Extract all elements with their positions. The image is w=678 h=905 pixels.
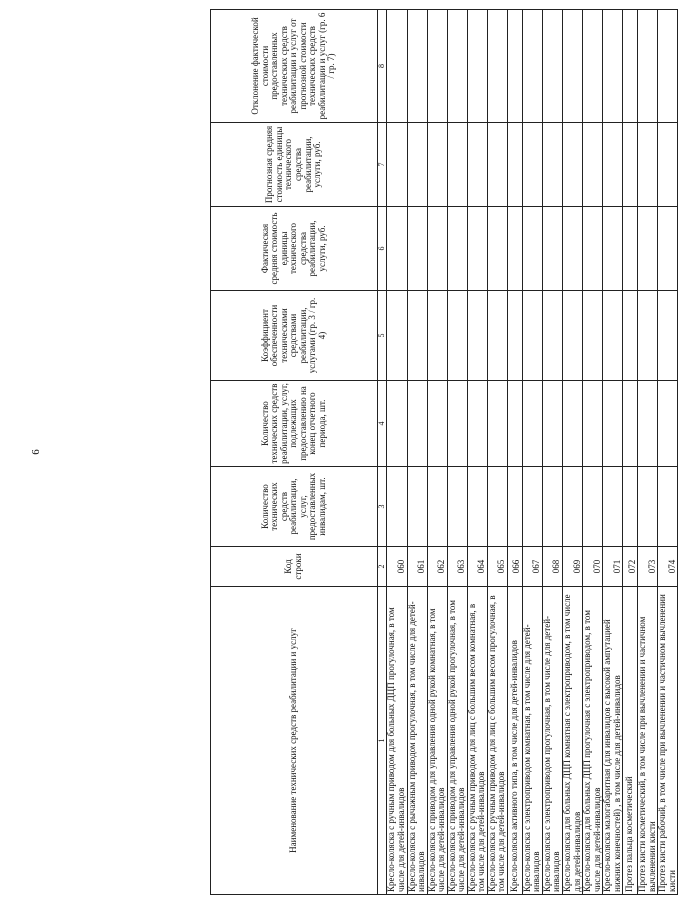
column-header: Количество технических средств реабилитации, услуг, предоставленных инвалидам, шт. — [211, 467, 378, 547]
table-row — [467, 10, 487, 895]
value-cell — [658, 381, 678, 467]
value-cell — [467, 10, 487, 123]
column-number: 1 — [378, 587, 387, 895]
row-code: 064 — [467, 547, 487, 587]
row-code: 067 — [522, 547, 542, 587]
row-name: Кресло-коляска с ручным приводом для лиц с большим весом комнатная, в том числе для детей-инвалидов — [467, 587, 487, 895]
value-cell — [427, 123, 447, 207]
value-cell — [427, 467, 447, 547]
value-cell — [467, 123, 487, 207]
value-cell — [447, 291, 467, 381]
table-row — [447, 10, 467, 895]
value-cell — [603, 207, 623, 291]
value-cell — [407, 291, 427, 381]
row-code: 061 — [407, 547, 427, 587]
row-code: 068 — [542, 547, 562, 587]
value-cell — [407, 123, 427, 207]
value-cell — [407, 467, 427, 547]
value-cell — [507, 10, 522, 123]
value-cell — [658, 123, 678, 207]
value-cell — [562, 207, 582, 291]
table-row — [638, 10, 658, 895]
table-row — [562, 10, 582, 895]
value-cell — [638, 381, 658, 467]
value-cell — [522, 123, 542, 207]
column-number: 4 — [378, 381, 387, 467]
table-row — [603, 10, 623, 895]
value-cell — [583, 381, 603, 467]
value-cell — [522, 467, 542, 547]
value-cell — [658, 207, 678, 291]
value-cell — [542, 10, 562, 123]
value-cell — [467, 291, 487, 381]
row-name: Кресло-коляска для больных ДЦП комнатная с электроприводом, в том числе для детей-инвалидов — [562, 587, 582, 895]
value-cell — [603, 467, 623, 547]
table-row — [407, 10, 427, 895]
value-cell — [467, 467, 487, 547]
table-row — [487, 10, 507, 895]
value-cell — [658, 467, 678, 547]
value-cell — [407, 10, 427, 123]
value-cell — [427, 10, 447, 123]
value-cell — [387, 381, 407, 467]
value-cell — [487, 123, 507, 207]
value-cell — [387, 10, 407, 123]
value-cell — [623, 381, 638, 467]
value-cell — [562, 381, 582, 467]
value-cell — [447, 381, 467, 467]
value-cell — [623, 207, 638, 291]
value-cell — [487, 291, 507, 381]
value-cell — [522, 381, 542, 467]
value-cell — [583, 10, 603, 123]
value-cell — [507, 381, 522, 467]
table-row — [583, 10, 603, 895]
row-code: 062 — [427, 547, 447, 587]
column-header: Наименование технических средств реабилитации и услуг — [211, 587, 378, 895]
value-cell — [562, 467, 582, 547]
table-row — [522, 10, 542, 895]
value-cell — [467, 207, 487, 291]
value-cell — [638, 207, 658, 291]
column-number: 5 — [378, 291, 387, 381]
value-cell — [658, 291, 678, 381]
row-name: Кресло-коляска с рычажным приводом прогулочная, в том числе для детей-инвалидов — [407, 587, 427, 895]
value-cell — [542, 291, 562, 381]
row-code: 074 — [658, 547, 678, 587]
row-name: Протез кисти рабочий, в том числе при вычленении и частичном вычленении кисти — [658, 587, 678, 895]
table-row — [427, 10, 447, 895]
value-cell — [583, 207, 603, 291]
value-cell — [638, 467, 658, 547]
report-table — [210, 9, 678, 895]
row-code: 065 — [487, 547, 507, 587]
value-cell — [583, 291, 603, 381]
table-row — [507, 10, 522, 895]
column-header: Количество технических средств реабилитации, услуг, подлежащих предоставлению на конец отчетного периода, шт. — [211, 381, 378, 467]
report-table-rotated — [210, 10, 677, 895]
value-cell — [387, 467, 407, 547]
row-name: Кресло-коляска активного типа, в том числе для детей-инвалидов — [507, 587, 522, 895]
value-cell — [583, 467, 603, 547]
value-cell — [542, 123, 562, 207]
row-code: 063 — [447, 547, 467, 587]
row-name: Кресло-коляска с ручным приводом для больных ДЦП прогулочная, в том числе для детей-инвалидов — [387, 587, 407, 895]
row-name: Протез кисти косметический, в том числе при вычленении и частичном вычленении кисти — [638, 587, 658, 895]
value-cell — [638, 10, 658, 123]
value-cell — [638, 123, 658, 207]
value-cell — [487, 467, 507, 547]
row-name: Кресло-коляска с приводом для управления одной рукой прогулочная, в том числе для детей-инвалидов — [447, 587, 467, 895]
value-cell — [522, 10, 542, 123]
table-row — [623, 10, 638, 895]
value-cell — [542, 467, 562, 547]
row-code: 071 — [603, 547, 623, 587]
value-cell — [658, 10, 678, 123]
value-cell — [522, 291, 542, 381]
row-code: 066 — [507, 547, 522, 587]
value-cell — [387, 123, 407, 207]
column-number: 7 — [378, 123, 387, 207]
column-header: Коэффициент обеспеченности техническими средствами реабилитации, услугами (гр. 3 / гр. 4) — [211, 291, 378, 381]
column-header: Код строки — [211, 547, 378, 587]
value-cell — [507, 291, 522, 381]
table-row — [658, 10, 678, 895]
row-code: 070 — [583, 547, 603, 587]
value-cell — [603, 381, 623, 467]
value-cell — [522, 207, 542, 291]
value-cell — [507, 207, 522, 291]
column-header: Прогнозная средняя стоимость единицы технического средства реабилитации, услуги, руб. — [211, 123, 378, 207]
column-header: Отклонение фактической стоимости предоставленных технических средств реабилитации и услуг от прогнозной стоимости технических средств реабилитации и услуг (гр. 6 / гр. 7) — [211, 10, 378, 123]
column-number: 8 — [378, 10, 387, 123]
row-code: 069 — [562, 547, 582, 587]
row-code: 073 — [638, 547, 658, 587]
value-cell — [562, 123, 582, 207]
value-cell — [623, 123, 638, 207]
value-cell — [583, 123, 603, 207]
row-code: 072 — [623, 547, 638, 587]
value-cell — [427, 381, 447, 467]
table-row — [387, 10, 407, 895]
value-cell — [603, 10, 623, 123]
row-name: Кресло-коляска малогабаритная (для инвалидов с высокой ампутацией нижних конечностей) , в том числе для детей-инвалидов — [603, 587, 623, 895]
value-cell — [542, 381, 562, 467]
row-name: Кресло-коляска для больных ДЦП прогулочная с электроприводом, в том числе для детей-инвалидов — [583, 587, 603, 895]
value-cell — [638, 291, 658, 381]
value-cell — [387, 207, 407, 291]
value-cell — [447, 10, 467, 123]
value-cell — [507, 467, 522, 547]
value-cell — [407, 207, 427, 291]
header-row — [211, 10, 378, 895]
value-cell — [427, 207, 447, 291]
value-cell — [387, 291, 407, 381]
value-cell — [623, 10, 638, 123]
value-cell — [623, 291, 638, 381]
row-name: Кресло-коляска с электроприводом прогулочная, в том числе для детей-инвалидов — [542, 587, 562, 895]
page-number: 6 — [30, 449, 42, 455]
value-cell — [487, 207, 507, 291]
row-code: 060 — [387, 547, 407, 587]
column-number: 2 — [378, 547, 387, 587]
value-cell — [447, 207, 467, 291]
value-cell — [407, 381, 427, 467]
value-cell — [562, 10, 582, 123]
value-cell — [427, 291, 447, 381]
row-name: Кресло-коляска с электроприводом комнатная, в том числе для детей-инвалидов — [522, 587, 542, 895]
value-cell — [542, 207, 562, 291]
row-name: Протез пальца косметический — [623, 587, 638, 895]
table-row — [542, 10, 562, 895]
column-number: 6 — [378, 207, 387, 291]
value-cell — [507, 123, 522, 207]
value-cell — [623, 467, 638, 547]
column-number: 3 — [378, 467, 387, 547]
value-cell — [562, 291, 582, 381]
value-cell — [603, 123, 623, 207]
row-name: Кресло-коляска с приводом для управления одной рукой комнатная, в том числе для детей-инвалидов — [427, 587, 447, 895]
value-cell — [447, 123, 467, 207]
value-cell — [487, 381, 507, 467]
column-header: Фактическая средняя стоимость единицы технического средства реабилитации, услуги, руб. — [211, 207, 378, 291]
row-name: Кресло-коляска с ручным приводом для лиц с большим весом прогулочная, в том числе для детей-инвалидов — [487, 587, 507, 895]
value-cell — [467, 381, 487, 467]
value-cell — [487, 10, 507, 123]
value-cell — [447, 467, 467, 547]
value-cell — [603, 291, 623, 381]
